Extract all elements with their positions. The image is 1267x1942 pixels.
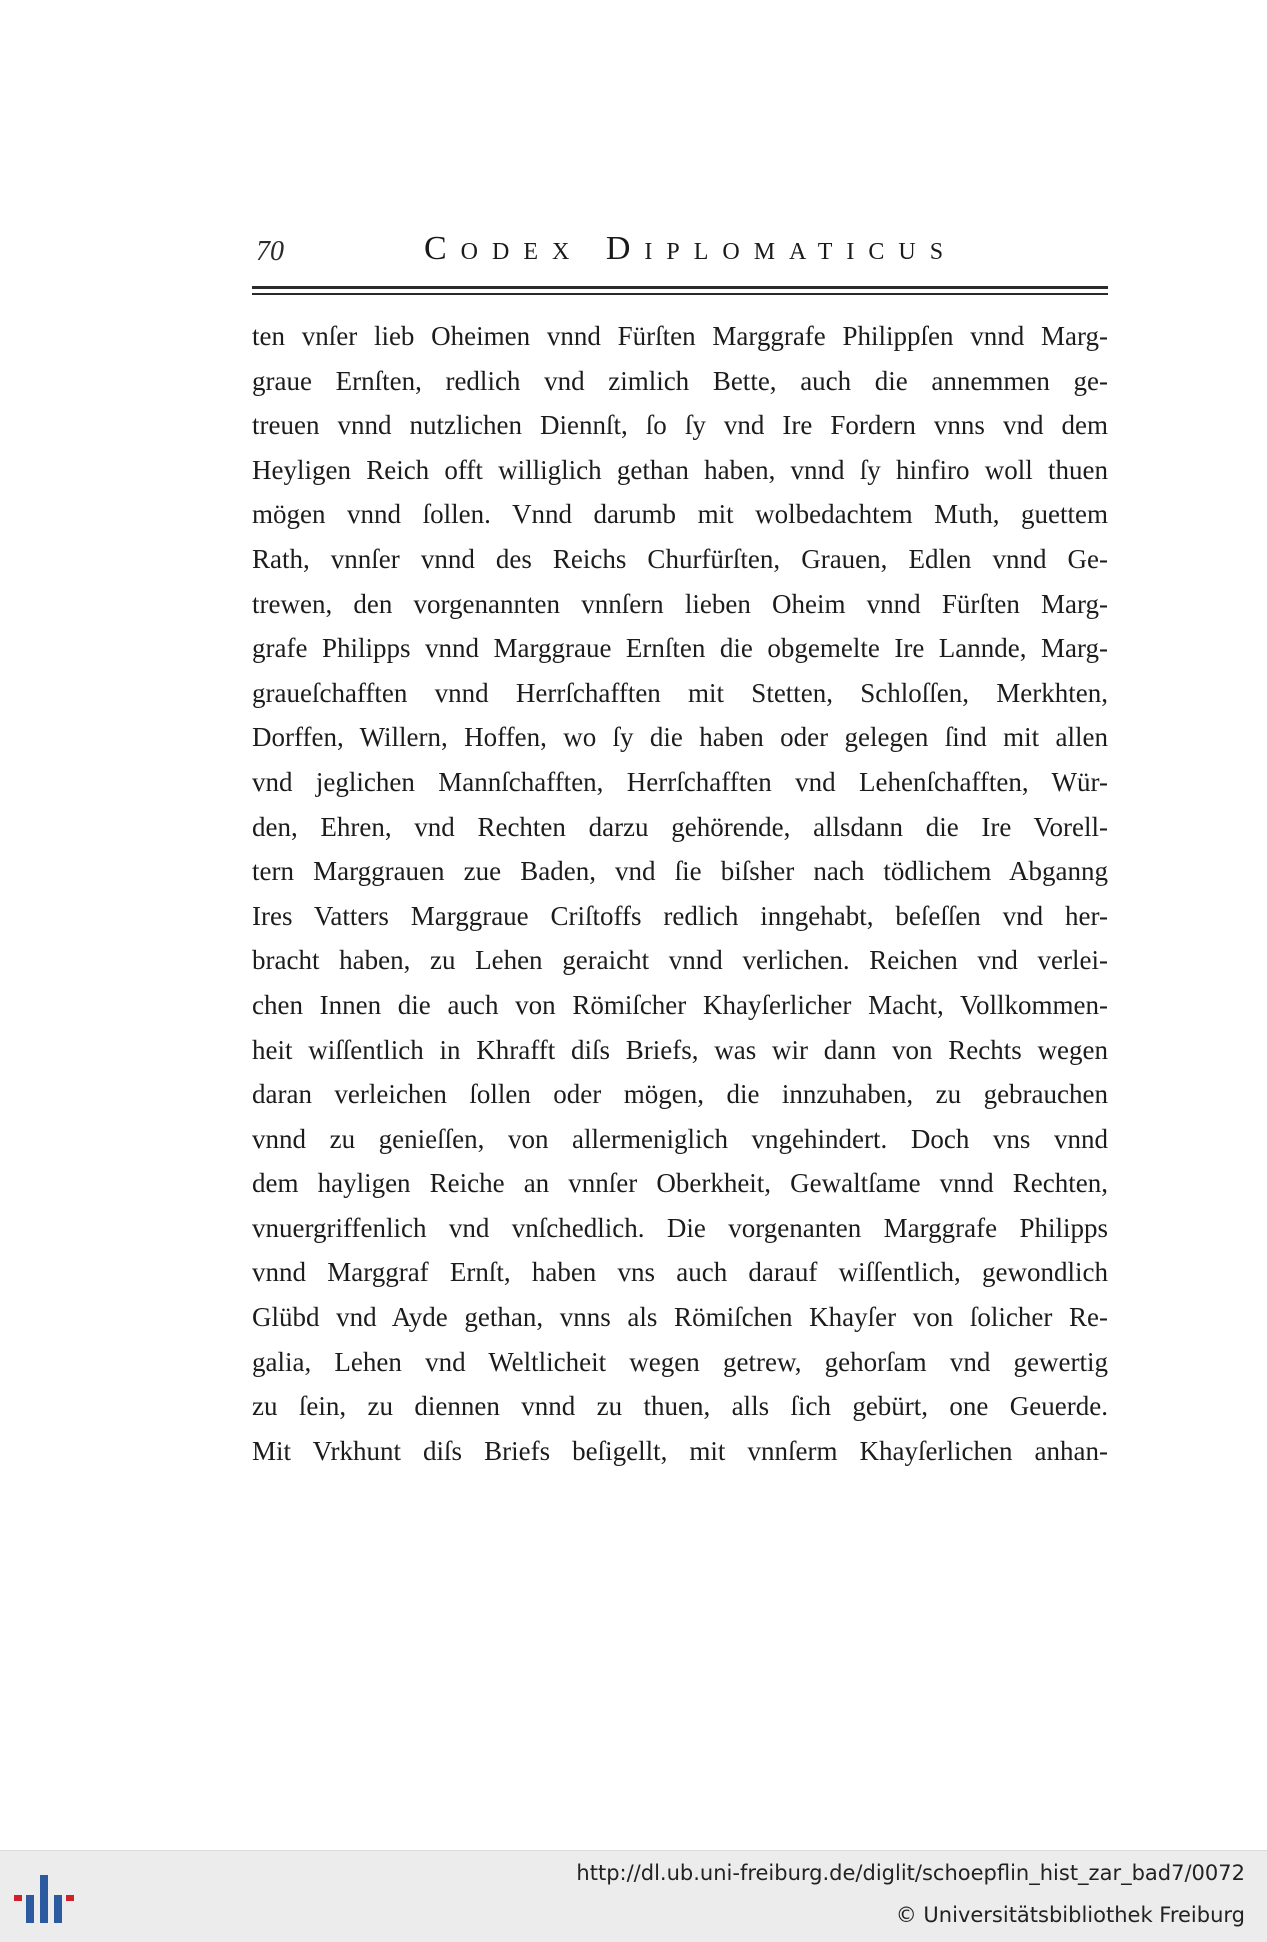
source-url-link[interactable]: http://dl.ub.uni-freiburg.de/diglit/schoepflin_hist_zar_bad7/0072 xyxy=(576,1861,1245,1885)
header-double-rule xyxy=(252,286,1108,298)
text-line: vnnd Marggraf Ernſt, haben vns auch darauf wiſſentlich, gewondlich xyxy=(252,1257,1108,1288)
header-rule-thick xyxy=(252,286,1108,289)
page-number: 70 xyxy=(256,236,284,267)
text-line: Mit Vrkhunt diſs Briefs beſigellt, mit vnnſerm Khayſerlichen anhan- xyxy=(252,1435,1108,1466)
header-rule-thin xyxy=(252,293,1108,295)
text-line: den, Ehren, vnd Rechten darzu gehörende, allsdann die Ire Vorell- xyxy=(252,811,1108,842)
text-line: treuen vnnd nutzlichen Diennſt, ſo ſy vnd Ire Fordern vnns vnd dem xyxy=(252,410,1108,441)
text-line: trewen, den vorgenannten vnnſern lieben Oheim vnnd Fürſten Marg- xyxy=(252,588,1108,619)
text-line: Ires Vatters Marggraue Criſtoffs redlich inngehabt, beſeſſen vnd her- xyxy=(252,900,1108,931)
text-line: dem hayligen Reiche an vnnſer Oberkheit, Gewaltſame vnnd Rechten, xyxy=(252,1168,1108,1199)
text-line: grafe Philipps vnnd Marggraue Ernſten die obgemelte Ire Lannde, Marg- xyxy=(252,633,1108,664)
copyright-notice: © Universitätsbibliothek Freiburg xyxy=(895,1903,1245,1927)
body-text xyxy=(252,314,1108,1473)
text-line: chen Innen die auch von Römiſcher Khayſerlicher Macht, Vollkommen- xyxy=(252,989,1108,1020)
text-line: vnnd zu genieſſen, von allermeniglich vngehindert. Doch vns vnnd xyxy=(252,1123,1108,1154)
running-title: Codex Diplomaticus xyxy=(424,230,958,267)
text-line: zu ſein, zu diennen vnnd zu thuen, alls ſich gebürt, one Geuerde. xyxy=(252,1391,1108,1422)
text-line: Rath, vnnſer vnnd des Reichs Churfürſten, Grauen, Edlen vnnd Ge- xyxy=(252,543,1108,574)
text-line: bracht haben, zu Lehen geraicht vnnd verlichen. Reichen vnd verlei- xyxy=(252,945,1108,976)
text-line: tern Marggrauen zue Baden, vnd ſie biſsher nach tödlichem Abganng xyxy=(252,856,1108,887)
ub-freiburg-logo-icon[interactable] xyxy=(14,1871,78,1927)
footer-bar xyxy=(0,1850,1267,1942)
running-head xyxy=(248,228,1108,268)
text-line: mögen vnnd ſollen. Vnnd darumb mit wolbedachtem Muth, guettem xyxy=(252,499,1108,530)
text-line: Dorffen, Willern, Hoffen, wo ſy die haben oder gelegen ſind mit allen xyxy=(252,722,1108,753)
text-line: graue Ernſten, redlich vnd zimlich Bette, auch die annemmen ge- xyxy=(252,365,1108,396)
text-line: graueſchafften vnnd Herrſchafften mit Stetten, Schloſſen, Merkhten, xyxy=(252,677,1108,708)
text-line: galia, Lehen vnd Weltlicheit wegen getrew, gehorſam vnd gewertig xyxy=(252,1346,1108,1377)
text-line: heit wiſſentlich in Khrafft diſs Briefs, was wir dann von Rechts wegen xyxy=(252,1034,1108,1065)
text-line: Glübd vnd Ayde gethan, vnns als Römiſchen Khayſer von ſolicher Re- xyxy=(252,1302,1108,1333)
text-line: ten vnſer lieb Oheimen vnnd Fürſten Marggrafe Philippſen vnnd Marg- xyxy=(252,321,1108,351)
text-line: vnd jeglichen Mannſchafften, Herrſchafften vnd Lehenſchafften, Wür- xyxy=(252,766,1108,797)
text-line: daran verleichen ſollen oder mögen, die innzuhaben, zu gebrauchen xyxy=(252,1079,1108,1110)
text-line: Heyligen Reich offt williglich gethan haben, vnnd ſy hinfiro woll thuen xyxy=(252,454,1108,485)
text-line: vnuergriffenlich vnd vnſchedlich. Die vorgenanten Marggrafe Philipps xyxy=(252,1212,1108,1243)
